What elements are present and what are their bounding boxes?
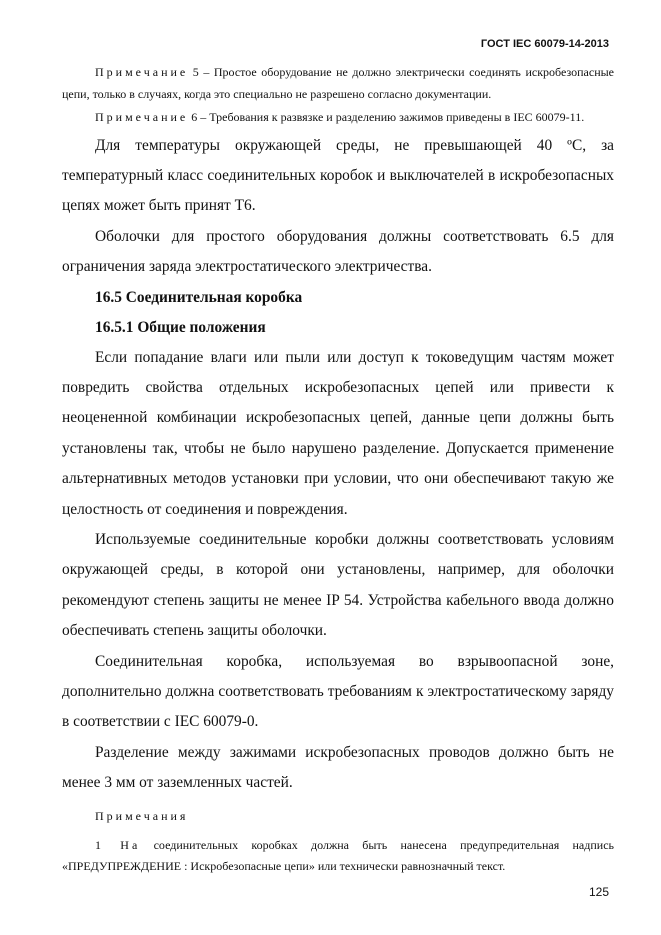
section-heading: 16.5 Соединительная коробка: [95, 288, 303, 306]
paragraph-terminal-separation: Разделение между зажимами искробезопасных проводов должно быть не менее 3 мм от заземленных частей.: [62, 743, 614, 792]
subsection-heading: 16.5.1 Общие положения: [95, 318, 266, 336]
paragraph-junction-box-protection: Используемые соединительные коробки должны соответствовать условиям окружающей среды, в которой они установлены, например, для оболочки рекомендуют степень защиты не менее IP 54. Устройства кабельного ввода должно обеспечивать степень защиты оболочки.: [62, 530, 614, 640]
notes-heading: Примечания: [95, 808, 189, 823]
note-1: [62, 835, 614, 878]
note-label: 1 На: [95, 837, 141, 852]
page-number: 125: [588, 885, 609, 899]
page-content: [62, 62, 614, 878]
note-6: [62, 107, 614, 129]
paragraph-moisture-dust: Если попадание влаги или пыли или доступ к токоведущим частям может повредить свойства отдельных искробезопасных цепей или привести к неоцененной комбинации искробезопасных цепей, данные цепи должны быть установлены так, чтобы не было нарушено разделение. Допускается применение альтернативных методов установки при условии, что они обеспечивают такую же целостность от соединения и повреждения.: [62, 348, 614, 518]
note-label: Примечание: [95, 110, 189, 124]
note-text: 6 – Требования к развязке и разделению зажимов приведены в IEC 60079-11.: [191, 110, 585, 124]
paragraph-hazardous-zone: Соединительная коробка, используемая во взрывоопасной зоне, дополнительно должна соответствовать требованиям к электростатическому заряду в соответствии с IEC 60079-0.: [62, 652, 614, 731]
note-label: Примечание: [95, 65, 189, 79]
paragraph-temperature-class: Для температуры окружающей среды, не превышающей 40 ºС, за температурный класс соединительных коробок и выключателей в искробезопасных цепях может быть принят Т6.: [62, 136, 614, 215]
document-header-code: ГОСТ IEC 60079-14-2013: [480, 38, 609, 50]
paragraph-simple-equipment-enclosures: Оболочки для простого оборудования должны соответствовать 6.5 для ограничения заряда электростатического электричества.: [62, 227, 614, 276]
note-5: [62, 62, 614, 105]
note-text: 5 – Простое оборудование не должно электрически соединять искробезопасные цепи, только в случаях, когда это специально не разрешено согласно документации.: [62, 65, 614, 101]
note-text: соединительных коробках должна быть нанесена предупредительная надпись «ПРЕДУПРЕЖДЕНИЕ : Искробезопасные цепи» или технически равнозначный текст.: [62, 837, 614, 874]
